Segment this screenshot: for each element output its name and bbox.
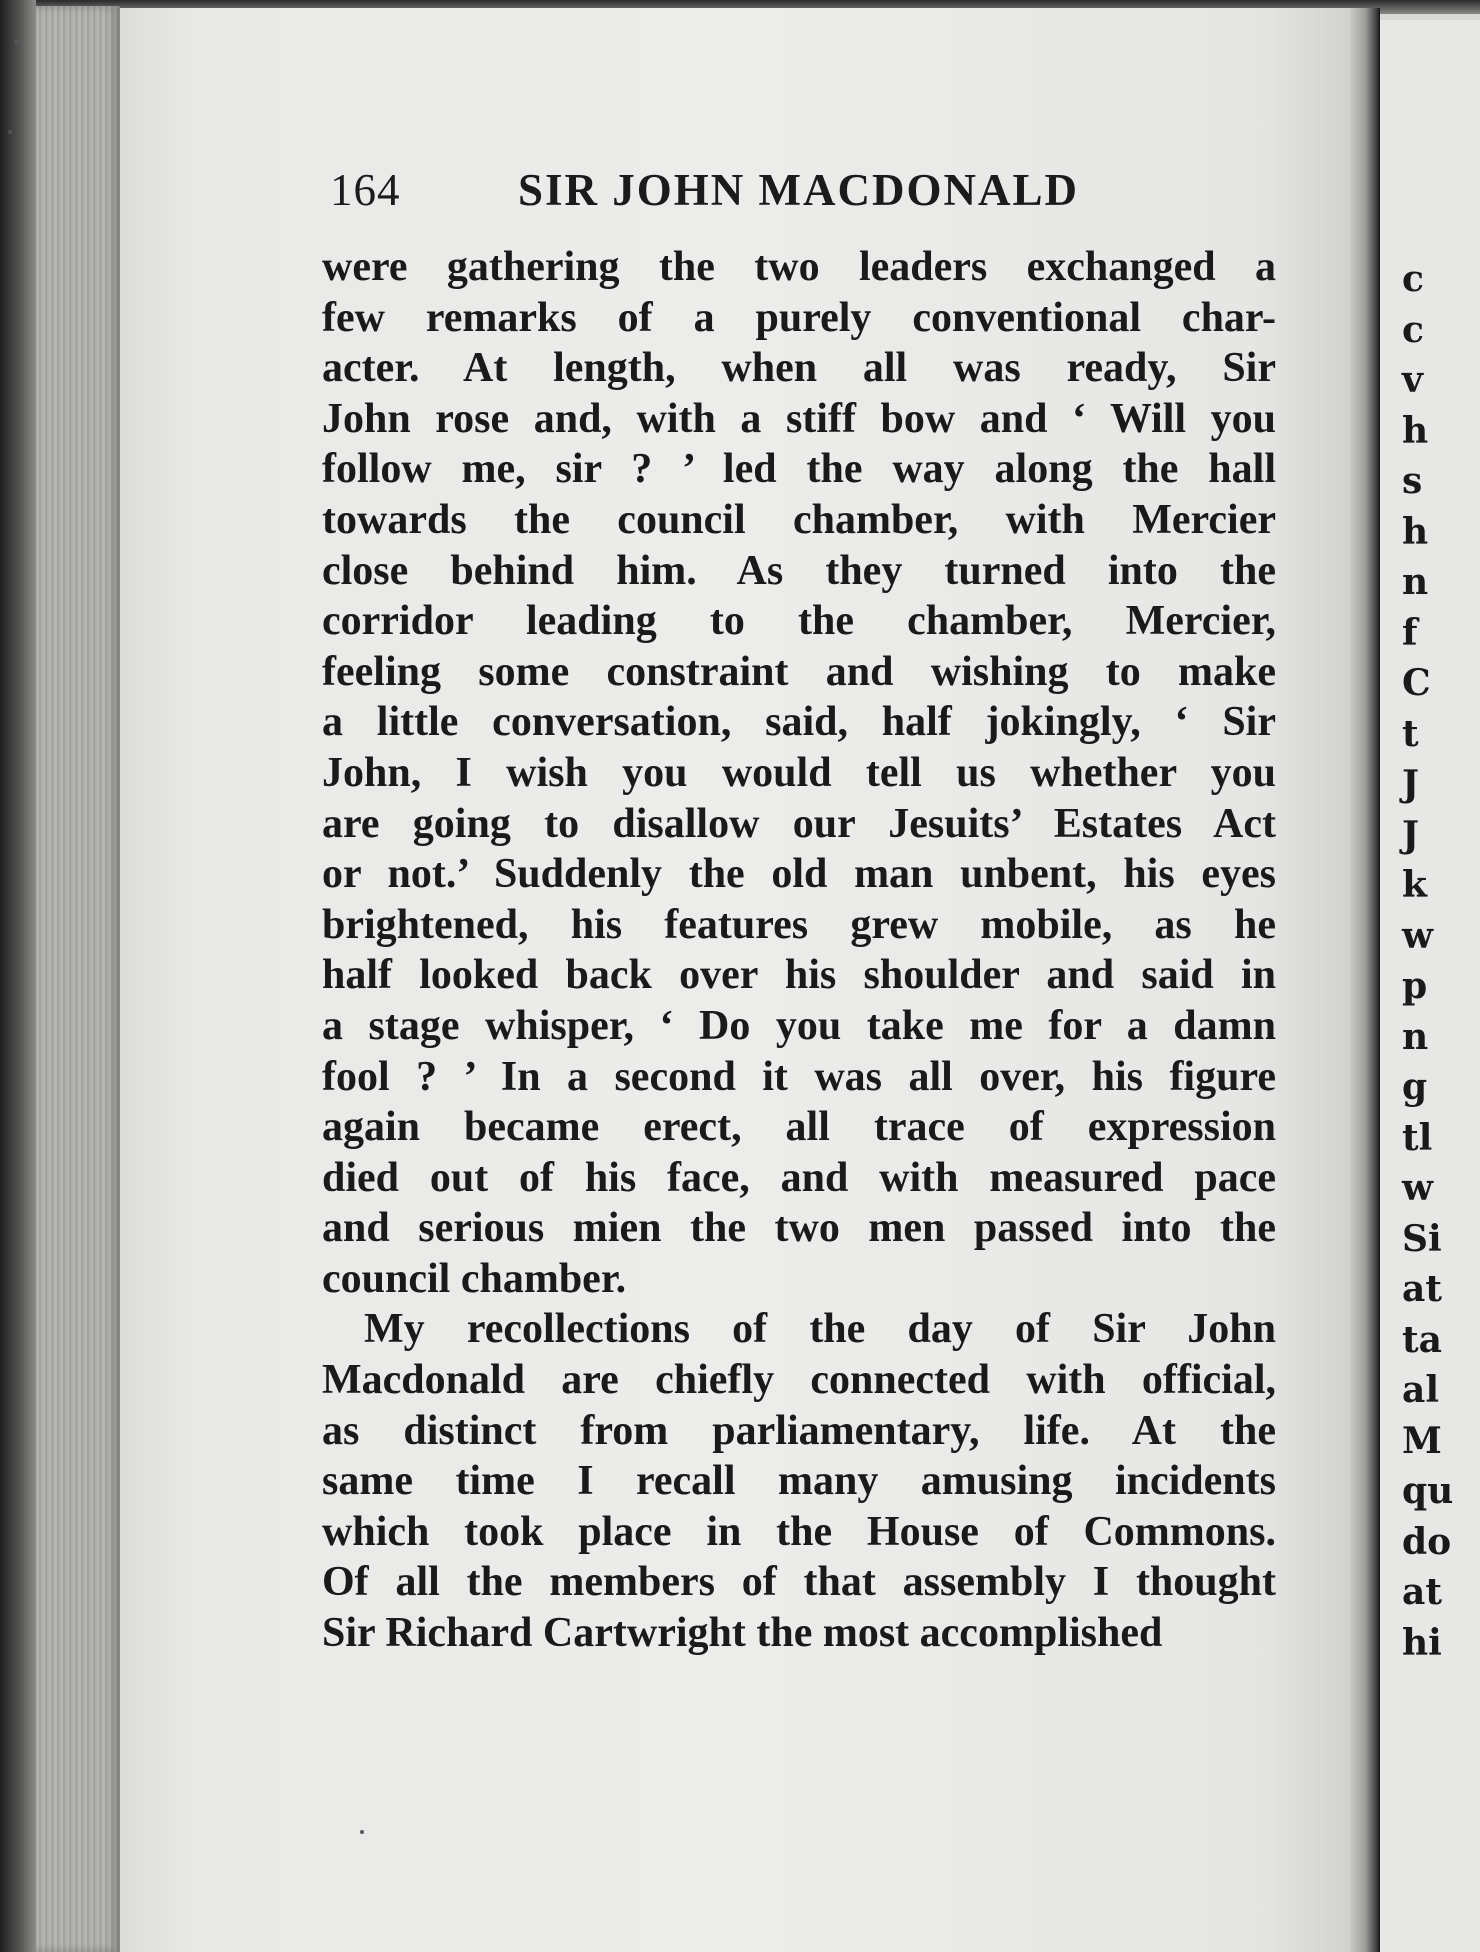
facing-page-fragment: C <box>1402 662 1431 704</box>
text-line: and serious mien the two men passed into the <box>322 1205 1276 1252</box>
text-line: feeling some constraint and wishing to make <box>322 648 1276 695</box>
facing-page-fragment: J <box>1402 813 1420 856</box>
facing-page-fragment: s <box>1402 460 1423 502</box>
text-line: a little conversation, said, half jokingly, ‘ Sir <box>322 699 1276 746</box>
text-line: council chamber. <box>322 1255 627 1302</box>
body-text <box>322 242 1276 1659</box>
text-line: close behind him. As they turned into the <box>322 547 1276 594</box>
text-line: Macdonald are chiefly connected with official, <box>322 1357 1276 1404</box>
facing-page-fragment: at <box>1402 1571 1442 1613</box>
text-line: fool ? ’ In a second it was all over, his figure <box>322 1053 1276 1100</box>
facing-page-fragment: n <box>1402 561 1429 603</box>
facing-page-fragment: hi <box>1402 1621 1442 1664</box>
text-line: corridor leading to the chamber, Mercier, <box>322 598 1276 645</box>
text-line: My recollections of the day of Sir John <box>364 1306 1276 1353</box>
scan-border-left <box>0 0 36 1952</box>
facing-page-fragment: f <box>1402 611 1418 654</box>
facing-page-fragment: p <box>1402 965 1428 1007</box>
text-line: half looked back over his shoulder and said in <box>322 952 1276 999</box>
text-line: as distinct from parliamentary, life. At the <box>322 1407 1276 1454</box>
scan-speck <box>14 40 18 44</box>
text-line: or not.’ Suddenly the old man unbent, his eyes <box>322 851 1276 898</box>
scan-speck <box>360 1830 364 1834</box>
facing-page-fragment: M <box>1402 1419 1442 1462</box>
text-line: a stage whisper, ‘ Do you take me for a damn <box>322 1002 1276 1049</box>
text-line: same time I recall many amusing incidents <box>322 1458 1276 1505</box>
text-line: are going to disallow our Jesuits’ Estates Act <box>322 800 1276 847</box>
book-page-edges <box>36 6 120 1952</box>
text-line: follow me, sir ? ’ led the way along the hall <box>322 446 1276 493</box>
facing-page-fragment: h <box>1402 510 1429 553</box>
facing-page-fragment: tl <box>1402 1116 1433 1159</box>
text-line: Of all the members of that assembly I thought <box>322 1559 1276 1606</box>
facing-page-fragment: Si <box>1402 1217 1442 1260</box>
facing-page-fragment: do <box>1402 1520 1452 1563</box>
facing-page-fragment: c <box>1402 258 1424 300</box>
book-gutter <box>1350 8 1380 1952</box>
page-number: 164 <box>330 165 401 215</box>
facing-page-fragment: c <box>1402 308 1424 351</box>
facing-page-fragment: qu <box>1402 1470 1454 1512</box>
text-line: again became erect, all trace of expression <box>322 1104 1276 1151</box>
text-line: John, I wish you would tell us whether you <box>322 749 1276 796</box>
text-line: John rose and, with a stiff bow and ‘ Will you <box>322 395 1276 442</box>
scan-speck <box>8 130 12 134</box>
facing-page-fragment: k <box>1402 864 1427 906</box>
text-line: towards the council chamber, with Mercier <box>322 496 1276 543</box>
facing-page-fragment: J <box>1402 763 1420 805</box>
text-line: acter. At length, when all was ready, Sir <box>322 345 1276 392</box>
text-line: few remarks of a purely conventional char- <box>322 294 1276 341</box>
facing-page-fragment: w <box>1402 914 1433 957</box>
facing-page-fragment: ta <box>1402 1318 1442 1361</box>
facing-page-fragment: g <box>1402 1066 1428 1108</box>
facing-page <box>1380 20 1480 1952</box>
facing-page-fragment: t <box>1402 712 1419 755</box>
facing-page-fragment: v <box>1402 359 1423 401</box>
facing-page-fragment: at <box>1402 1268 1442 1310</box>
text-line: were gathering the two leaders exchanged a <box>322 244 1276 290</box>
text-line: which took place in the House of Commons. <box>322 1508 1276 1555</box>
facing-page-fragment: h <box>1402 409 1429 452</box>
facing-page-text <box>1402 254 1453 1668</box>
facing-page-fragment: w <box>1402 1167 1433 1209</box>
text-line: died out of his face, and with measured pace <box>322 1154 1276 1201</box>
running-title: SIR JOHN MACDONALD <box>518 165 1080 215</box>
text-line: brightened, his features grew mobile, as he <box>322 901 1276 948</box>
text-line: Sir Richard Cartwright the most accomplished <box>322 1610 1163 1657</box>
facing-page-fragment: n <box>1402 1015 1429 1058</box>
facing-page-fragment: al <box>1402 1369 1440 1411</box>
